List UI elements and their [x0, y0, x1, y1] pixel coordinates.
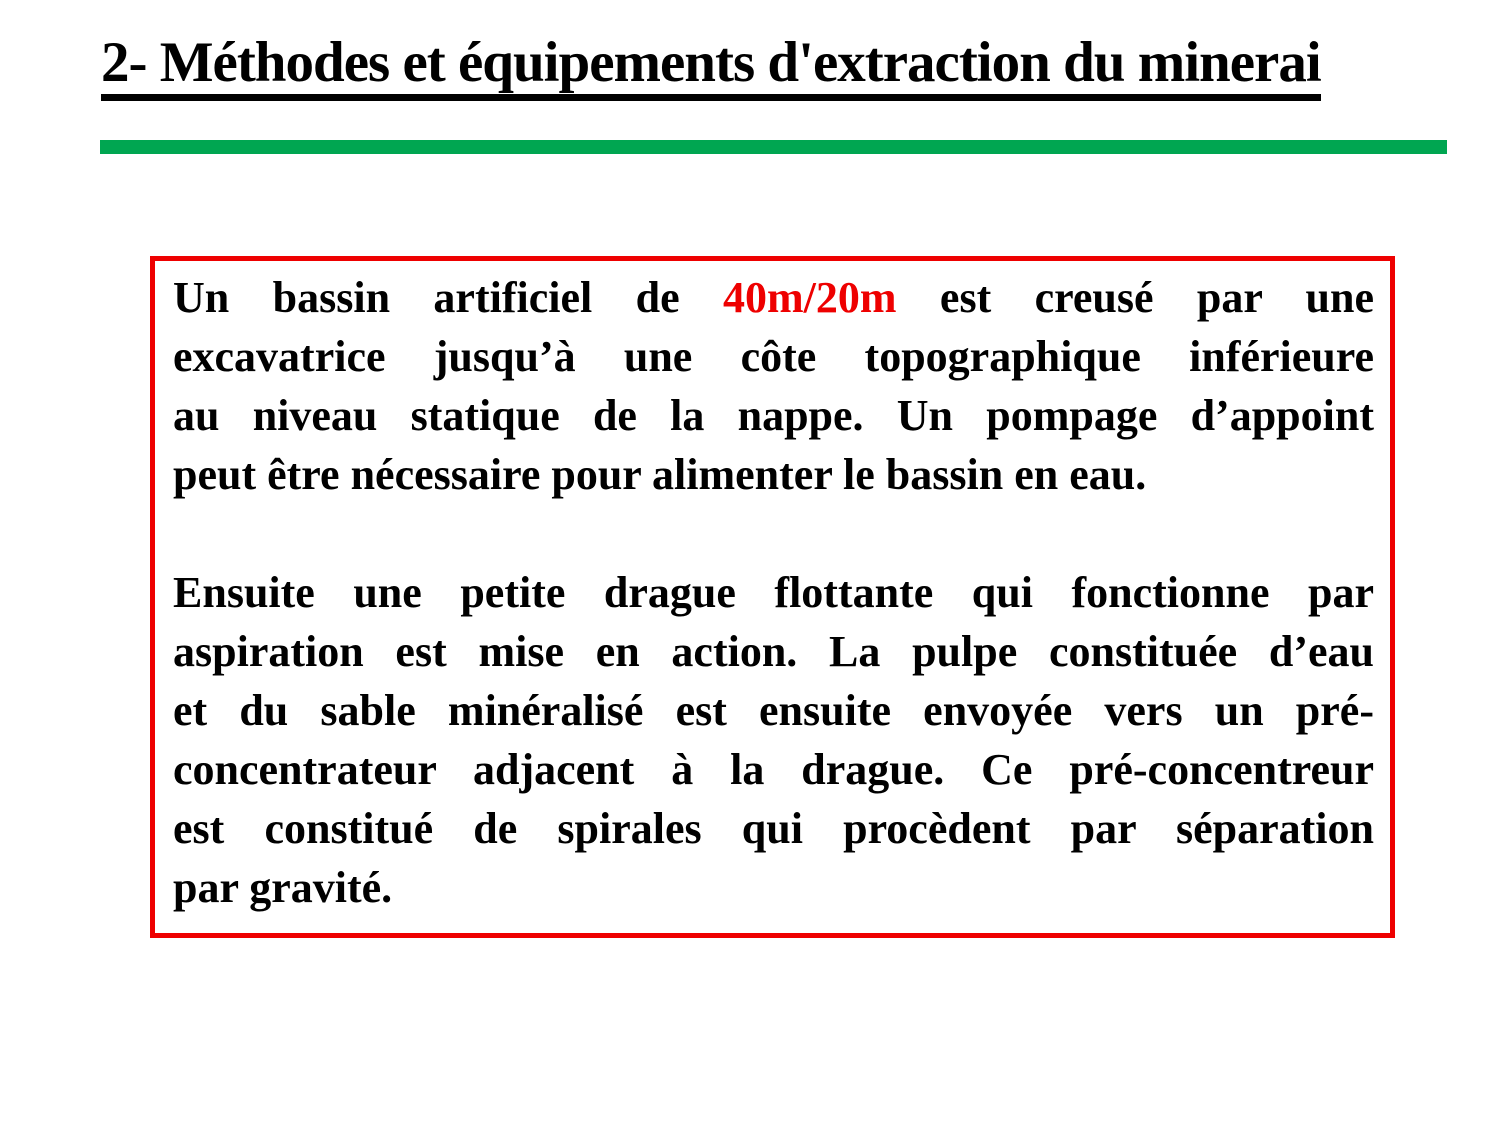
body-text-segment: est creusé par une	[896, 273, 1374, 322]
text-line	[173, 445, 1374, 504]
body-text-segment: aspiration est mise en action. La pulpe constituée d’eau	[173, 627, 1374, 676]
paragraph	[173, 268, 1374, 504]
paragraph	[173, 563, 1374, 917]
body-text-segment: Ensuite une petite drague flottante qui fonctionne par	[173, 568, 1374, 617]
highlight-dimension-text: 40m/20m	[723, 273, 897, 322]
page-title-text: 2- Méthodes et équipements d'extraction du minerai	[101, 34, 1321, 101]
text-line	[173, 681, 1374, 740]
text-line	[173, 799, 1374, 858]
page-title	[101, 31, 1461, 101]
body-text-segment: Un bassin artificiel de	[173, 273, 724, 322]
body-text-segment: est constitué de spirales qui procèdent par séparation	[173, 804, 1374, 853]
content-box	[150, 256, 1395, 938]
text-line	[173, 563, 1374, 622]
body-text-segment: par gravité.	[173, 863, 393, 912]
body-text-segment: au niveau statique de la nappe. Un pompage d’appoint	[173, 391, 1374, 440]
text-line	[173, 268, 1374, 327]
body-text-segment: excavatrice jusqu’à une côte topographique inférieure	[173, 332, 1374, 381]
text-line	[173, 622, 1374, 681]
green-divider-bar	[100, 140, 1447, 154]
text-line	[173, 386, 1374, 445]
body-text	[173, 268, 1374, 917]
body-text-segment: et du sable minéralisé est ensuite envoyée vers un pré-	[173, 686, 1374, 735]
body-text-segment: concentrateur adjacent à la drague. Ce pré-concentreur	[173, 745, 1374, 794]
text-line	[173, 327, 1374, 386]
text-line	[173, 740, 1374, 799]
text-line	[173, 858, 1374, 917]
body-text-segment: peut être nécessaire pour alimenter le bassin en eau.	[173, 450, 1147, 499]
